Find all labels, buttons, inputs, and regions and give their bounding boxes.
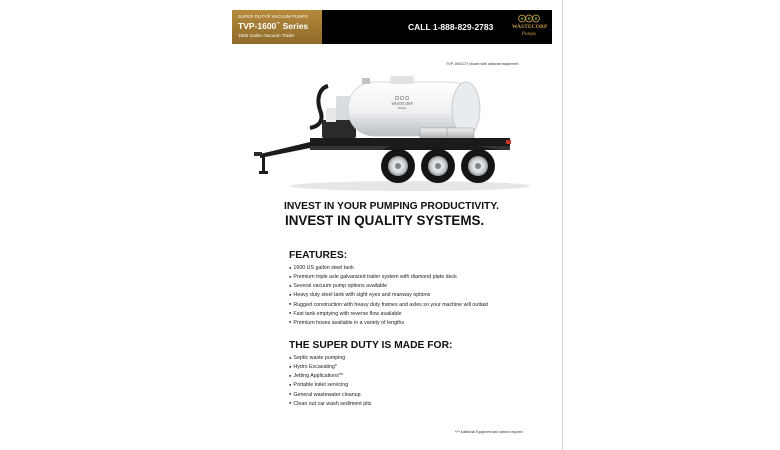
list-item: ● Portable toilet servicing	[289, 380, 371, 389]
made-for-heading: THE SUPER DUTY IS MADE FOR:	[289, 340, 453, 351]
series-suffix: Series	[280, 21, 309, 31]
series-label-block	[232, 10, 322, 44]
product-line-label: SUPER DUTY® VACUUM PUMPS	[238, 14, 308, 19]
tank-logo-text: WASTECORP	[391, 102, 413, 106]
list-item: ● 1600 US gallon steel tank	[289, 263, 488, 272]
list-item: ● Fast tank emptying with reverse flow available	[289, 309, 488, 318]
tank-logo-subtext: Pumps	[397, 106, 407, 110]
vacuum-trailer-image	[250, 68, 540, 194]
list-item: ● Several vacuum pump options available	[289, 281, 488, 290]
list-item: ● Jetting Applications**	[289, 371, 371, 380]
headline-line-1: INVEST IN YOUR PUMPING PRODUCTIVITY.	[284, 201, 499, 212]
company-logo	[512, 14, 546, 40]
made-for-list	[289, 353, 371, 408]
list-item: ● Clean out car wash sediment pits	[289, 399, 371, 408]
footnote: */** Additional Equipment and options required	[455, 430, 523, 434]
header-bar	[232, 10, 552, 44]
features-list	[289, 263, 488, 327]
list-item: ● General wastewater cleanup	[289, 390, 371, 399]
brochure-page	[222, 0, 562, 450]
features-heading: FEATURES:	[289, 250, 348, 261]
trademark-mark: ™	[276, 21, 281, 27]
list-item: ● Premium triple axle galvanized trailer system with diamond plate deck	[289, 272, 488, 281]
list-item: ● Rugged construction with heavy duty frames and axles so your machine will outlast	[289, 300, 488, 309]
page-edge	[562, 0, 563, 450]
phone-number: CALL 1-888-829-2783	[408, 22, 494, 32]
list-item: ● Premium hoses available in a variety of lengths	[289, 318, 488, 327]
image-caption: TVP-1600-DT shown with optional equipment.	[446, 62, 520, 66]
list-item: ● Septic waste pumping	[289, 353, 371, 362]
series-title	[238, 21, 308, 31]
list-item: ● Hydro Excavating*	[289, 362, 371, 371]
series-subtitle: 1600 Gallon Vacuum Trailer	[238, 33, 295, 38]
series-name: TVP-1600	[238, 21, 277, 31]
logo-circles-icon	[518, 14, 540, 23]
headline-line-2: INVEST IN QUALITY SYSTEMS.	[285, 213, 485, 228]
list-item: ● Heavy duty steel tank with sight eyes and manway options	[289, 290, 488, 299]
logo-subword: Pumps	[521, 31, 537, 37]
logo-wordmark: WASTECORP	[512, 24, 548, 30]
